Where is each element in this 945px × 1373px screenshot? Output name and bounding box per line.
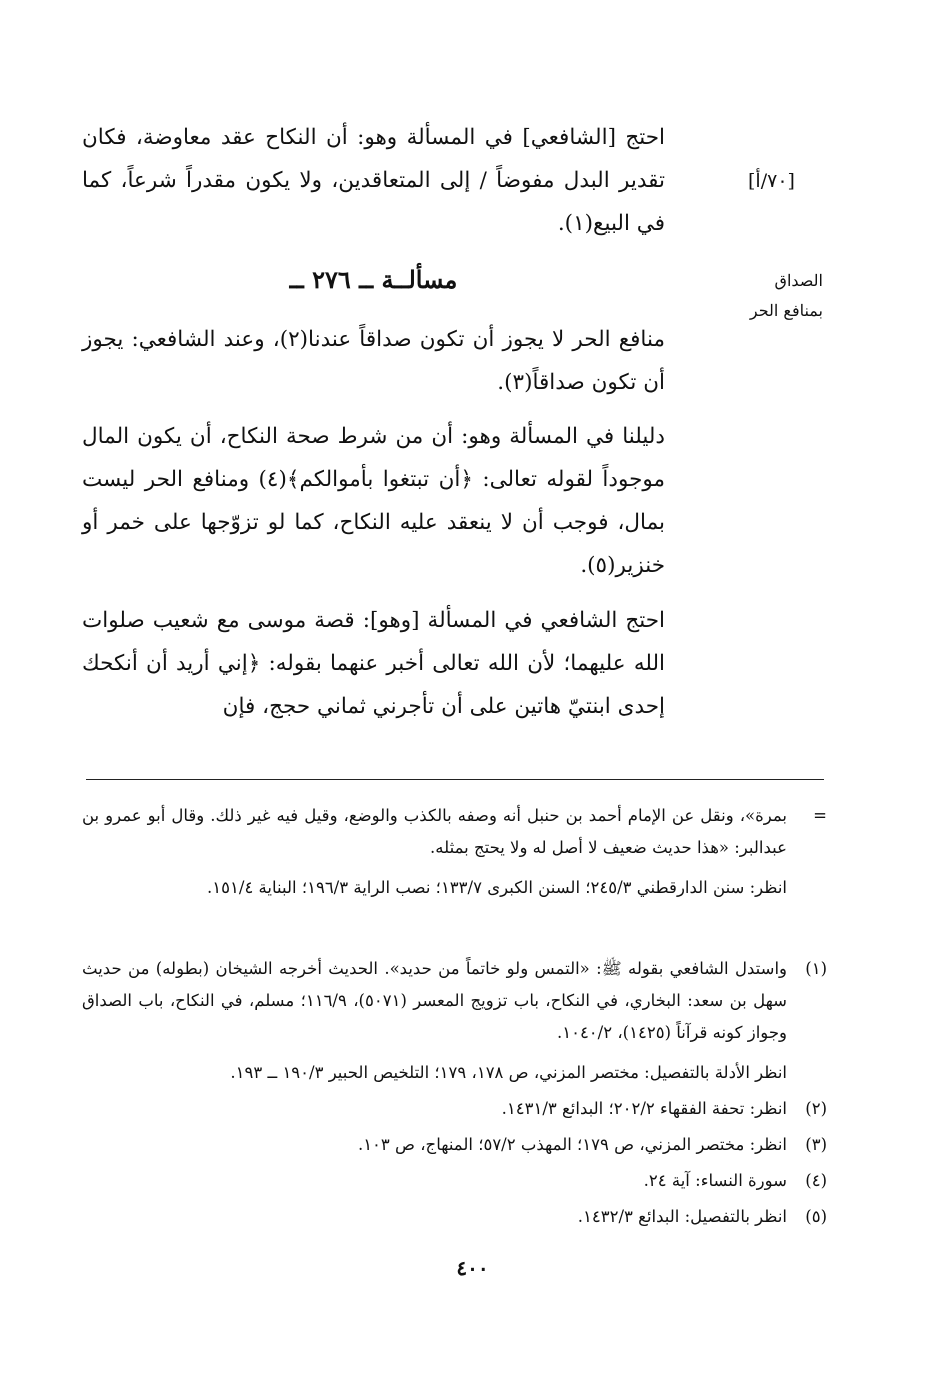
footnote-continued — [82, 800, 827, 864]
footnote-number: = — [813, 806, 827, 825]
footnote-number: (١) — [805, 959, 827, 978]
paragraph-2: منافع الحر لا يجوز أن تكون صداقاً عندنا(٢)، وعند الشافعي: يجوز أن تكون صداقاً(٣). — [82, 327, 665, 395]
footnote-text: انظر: سنن الدارقطني ٢٤٥/٣؛ السنن الكبرى ١٣٣/٧؛ نصب الراية ١٩٦/٣؛ البناية ١٥١/٤. — [207, 878, 787, 897]
footnote-1 — [82, 953, 827, 1049]
footnote-number: (٣) — [805, 1135, 827, 1154]
section-heading: مسألــة ــ ٢٧٦ ــ — [289, 265, 458, 294]
footnote-text: سورة النساء: آية ٢٤. — [643, 1171, 787, 1190]
footnote-3 — [82, 1129, 827, 1161]
page-number: ٤٠٠ — [456, 1256, 489, 1280]
footnote-2 — [82, 1093, 827, 1125]
footnote-text: انظر بالتفصيل: البدائع ١٤٣٢/٣. — [577, 1207, 787, 1226]
folio-marker: [٧٠/أ] — [748, 170, 795, 192]
footnote-1-cont — [82, 1057, 827, 1089]
footnote-divider — [86, 779, 824, 780]
footnote-text: انظر: تحفة الفقهاء ٢٠٢/٢؛ البدائع ١٤٣١/٣. — [501, 1099, 787, 1118]
footnote-number: (٢) — [805, 1099, 827, 1118]
side-note: الصداق بمنافع الحر — [749, 271, 823, 320]
footnote-text: واستدل الشافعي بقوله ﷺ: «التمس ولو خاتماً من حديد». الحديث أخرجه الشيخان (بطوله) من حديث سهل بن سعد: البخاري، في النكاح، باب تزويج المعسر (٥٠٧١)، ١١٦/٩؛ مسلم، في النكاح، باب الصداق وجواز كونه قرآناً (١٤٢٥)، ١٠٤٠/٢. — [82, 959, 788, 1042]
footnote-text: انظر: مختصر المزني، ص ١٧٩؛ المهذب ٥٧/٢؛ المنهاج، ص ١٠٣. — [357, 1135, 787, 1154]
paragraph-1: احتج [الشافعي] في المسألة وهو: أن النكاح عقد معاوضة، فكان تقدير البدل مفوضاً / إلى المتعاقدين، ولا يكون مقدراً شرعاً، كما في البيع(١). — [82, 125, 665, 236]
footnote-references — [82, 872, 827, 936]
footnote-text: بمرة»، ونقل عن الإمام أحمد بن حنبل أنه وصفه بالكذب والوضع، وقيل فيه غير ذلك. وقال أبو عمرو بن عبدالبر: «هذا حديث ضعيف لا أصل له ولا يحتج بمثله. — [82, 806, 787, 857]
footnote-number: (٤) — [805, 1171, 827, 1190]
footnote-4 — [82, 1165, 827, 1197]
footnote-number: (٥) — [805, 1207, 827, 1226]
paragraph-3: دليلنا في المسألة وهو: أن من شرط صحة النكاح، أن يكون المال موجوداً لقوله تعالى: ﴿أن تبتغوا بأموالكم﴾(٤) ومنافع الحر ليست بمال، فوجب أن لا ينعقد عليه النكاح، كما لو تزوّجها على خمر أو خنزير(٥). — [82, 424, 665, 578]
footnote-5 — [82, 1201, 827, 1233]
paragraph-4: احتج الشافعي في المسألة [وهو]: قصة موسى مع شعيب صلوات الله عليهما؛ لأن الله تعالى أخبر عنهما بقوله: ﴿إني أريد أن أنكحك إحدى ابنتيّ هاتين على أن تأجرني ثماني حجج، فإن — [82, 608, 665, 719]
footnote-text: انظر الأدلة بالتفصيل: مختصر المزني، ص ١٧٨، ١٧٩؛ التلخيص الحبير ١٩٠/٣ ــ ١٩٣. — [230, 1063, 787, 1082]
